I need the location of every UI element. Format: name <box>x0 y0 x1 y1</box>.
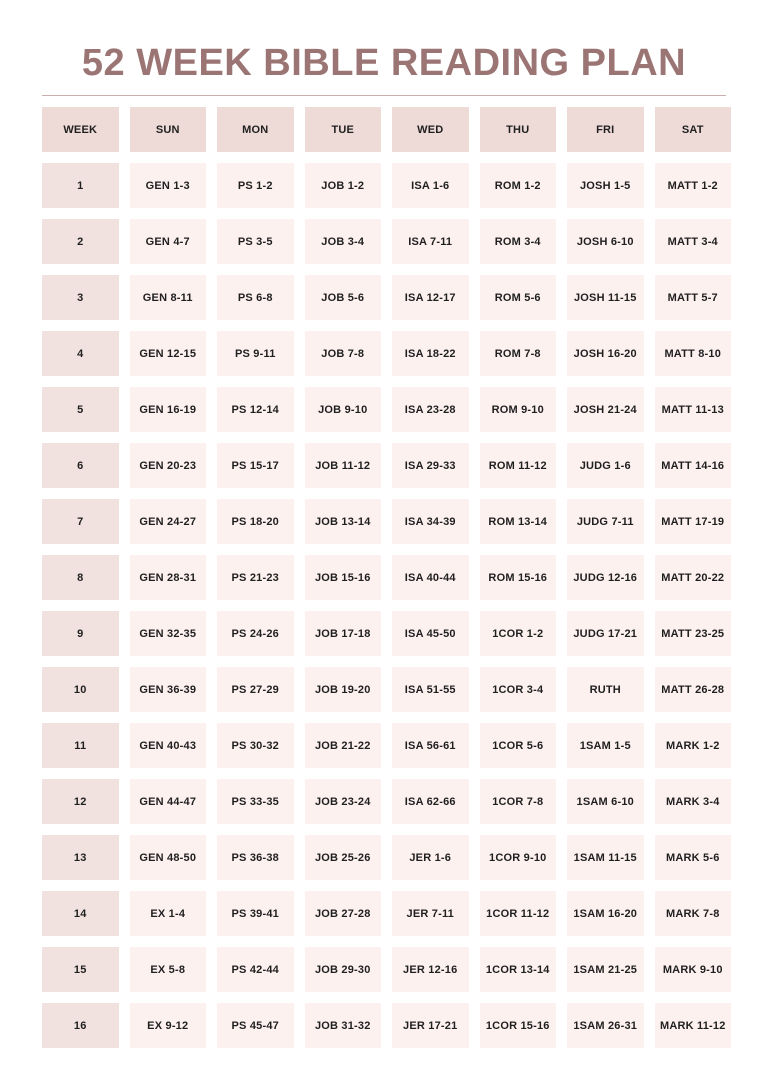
week-number-cell: 6 <box>42 443 119 488</box>
reading-cell: JOB 11-12 <box>305 443 382 488</box>
header-mon: MON <box>217 107 294 152</box>
table-row <box>42 947 726 992</box>
week-number-cell: 4 <box>42 331 119 376</box>
reading-cell: JUDG 17-21 <box>567 611 644 656</box>
table-row <box>42 723 726 768</box>
header-wed: WED <box>392 107 469 152</box>
reading-cell: PS 3-5 <box>217 219 294 264</box>
reading-cell: GEN 44-47 <box>130 779 207 824</box>
reading-cell: EX 9-12 <box>130 1003 207 1048</box>
reading-cell: GEN 24-27 <box>130 499 207 544</box>
table-row <box>42 555 726 600</box>
week-number-cell: 8 <box>42 555 119 600</box>
reading-cell: JOSH 11-15 <box>567 275 644 320</box>
reading-cell: JOSH 6-10 <box>567 219 644 264</box>
reading-cell: MARK 11-12 <box>655 1003 732 1048</box>
reading-cell: ROM 7-8 <box>480 331 557 376</box>
reading-cell: ISA 40-44 <box>392 555 469 600</box>
reading-cell: PS 15-17 <box>217 443 294 488</box>
week-number-cell: 10 <box>42 667 119 712</box>
reading-cell: MATT 8-10 <box>655 331 732 376</box>
reading-cell: 1COR 11-12 <box>480 891 557 936</box>
reading-cell: 1SAM 11-15 <box>567 835 644 880</box>
header-tue: TUE <box>305 107 382 152</box>
reading-cell: MATT 26-28 <box>655 667 732 712</box>
week-number-cell: 16 <box>42 1003 119 1048</box>
reading-cell: PS 18-20 <box>217 499 294 544</box>
table-row <box>42 891 726 936</box>
reading-cell: GEN 1-3 <box>130 163 207 208</box>
reading-cell: ROM 9-10 <box>480 387 557 432</box>
table-row <box>42 331 726 376</box>
reading-cell: ISA 18-22 <box>392 331 469 376</box>
reading-cell: 1SAM 16-20 <box>567 891 644 936</box>
reading-cell: JOB 29-30 <box>305 947 382 992</box>
reading-cell: MATT 23-25 <box>655 611 732 656</box>
reading-cell: MATT 14-16 <box>655 443 732 488</box>
reading-cell: JOB 7-8 <box>305 331 382 376</box>
reading-cell: ROM 3-4 <box>480 219 557 264</box>
week-number-cell: 15 <box>42 947 119 992</box>
header-fri: FRI <box>567 107 644 152</box>
reading-cell: JER 12-16 <box>392 947 469 992</box>
reading-cell: MARK 5-6 <box>655 835 732 880</box>
reading-cell: PS 27-29 <box>217 667 294 712</box>
week-number-cell: 11 <box>42 723 119 768</box>
reading-cell: 1COR 7-8 <box>480 779 557 824</box>
reading-cell: 1COR 15-16 <box>480 1003 557 1048</box>
reading-cell: 1SAM 6-10 <box>567 779 644 824</box>
reading-cell: PS 39-41 <box>217 891 294 936</box>
reading-cell: 1COR 9-10 <box>480 835 557 880</box>
reading-cell: EX 5-8 <box>130 947 207 992</box>
reading-cell: ISA 62-66 <box>392 779 469 824</box>
reading-cell: JOB 21-22 <box>305 723 382 768</box>
reading-cell: JOB 15-16 <box>305 555 382 600</box>
reading-cell: ROM 11-12 <box>480 443 557 488</box>
reading-cell: GEN 48-50 <box>130 835 207 880</box>
reading-cell: MARK 9-10 <box>655 947 732 992</box>
reading-cell: JOB 5-6 <box>305 275 382 320</box>
reading-cell: JUDG 12-16 <box>567 555 644 600</box>
reading-cell: JOB 31-32 <box>305 1003 382 1048</box>
reading-cell: PS 9-11 <box>217 331 294 376</box>
reading-cell: PS 21-23 <box>217 555 294 600</box>
table-row <box>42 443 726 488</box>
reading-cell: PS 42-44 <box>217 947 294 992</box>
reading-cell: JER 7-11 <box>392 891 469 936</box>
reading-cell: JOB 25-26 <box>305 835 382 880</box>
reading-cell: MARK 1-2 <box>655 723 732 768</box>
reading-cell: PS 33-35 <box>217 779 294 824</box>
reading-cell: EX 1-4 <box>130 891 207 936</box>
reading-cell: ISA 45-50 <box>392 611 469 656</box>
title-divider <box>42 95 726 96</box>
reading-cell: ISA 56-61 <box>392 723 469 768</box>
reading-cell: ISA 23-28 <box>392 387 469 432</box>
reading-cell: JER 1-6 <box>392 835 469 880</box>
reading-cell: JOSH 16-20 <box>567 331 644 376</box>
reading-cell: MATT 11-13 <box>655 387 732 432</box>
reading-cell: PS 30-32 <box>217 723 294 768</box>
header-sun: SUN <box>130 107 207 152</box>
reading-cell: MARK 7-8 <box>655 891 732 936</box>
reading-cell: JER 17-21 <box>392 1003 469 1048</box>
reading-cell: GEN 20-23 <box>130 443 207 488</box>
reading-cell: PS 12-14 <box>217 387 294 432</box>
reading-cell: ROM 13-14 <box>480 499 557 544</box>
reading-cell: RUTH <box>567 667 644 712</box>
week-number-cell: 9 <box>42 611 119 656</box>
week-number-cell: 13 <box>42 835 119 880</box>
table-header-row <box>42 107 726 152</box>
reading-plan-table <box>42 107 726 1048</box>
reading-cell: GEN 8-11 <box>130 275 207 320</box>
reading-cell: 1COR 3-4 <box>480 667 557 712</box>
reading-cell: GEN 4-7 <box>130 219 207 264</box>
table-row <box>42 667 726 712</box>
reading-cell: JUDG 1-6 <box>567 443 644 488</box>
reading-cell: 1COR 1-2 <box>480 611 557 656</box>
reading-cell: 1SAM 1-5 <box>567 723 644 768</box>
reading-cell: JOB 3-4 <box>305 219 382 264</box>
reading-cell: PS 36-38 <box>217 835 294 880</box>
table-row <box>42 611 726 656</box>
reading-cell: MATT 17-19 <box>655 499 732 544</box>
table-row <box>42 835 726 880</box>
table-row <box>42 219 726 264</box>
week-number-cell: 5 <box>42 387 119 432</box>
reading-cell: MATT 5-7 <box>655 275 732 320</box>
reading-cell: GEN 16-19 <box>130 387 207 432</box>
reading-cell: PS 1-2 <box>217 163 294 208</box>
reading-cell: ROM 1-2 <box>480 163 557 208</box>
reading-cell: JUDG 7-11 <box>567 499 644 544</box>
reading-cell: JOB 27-28 <box>305 891 382 936</box>
reading-cell: ISA 1-6 <box>392 163 469 208</box>
reading-cell: PS 6-8 <box>217 275 294 320</box>
table-row <box>42 779 726 824</box>
reading-cell: JOSH 1-5 <box>567 163 644 208</box>
reading-cell: GEN 36-39 <box>130 667 207 712</box>
reading-cell: GEN 12-15 <box>130 331 207 376</box>
reading-cell: JOB 13-14 <box>305 499 382 544</box>
reading-cell: ROM 15-16 <box>480 555 557 600</box>
week-number-cell: 7 <box>42 499 119 544</box>
week-number-cell: 2 <box>42 219 119 264</box>
table-row <box>42 499 726 544</box>
reading-cell: MATT 3-4 <box>655 219 732 264</box>
reading-cell: MATT 1-2 <box>655 163 732 208</box>
reading-cell: 1SAM 21-25 <box>567 947 644 992</box>
reading-cell: JOB 1-2 <box>305 163 382 208</box>
header-week: WEEK <box>42 107 119 152</box>
reading-cell: ISA 34-39 <box>392 499 469 544</box>
week-number-cell: 14 <box>42 891 119 936</box>
table-row <box>42 387 726 432</box>
reading-cell: MARK 3-4 <box>655 779 732 824</box>
reading-cell: JOB 23-24 <box>305 779 382 824</box>
reading-cell: JOB 17-18 <box>305 611 382 656</box>
reading-cell: 1SAM 26-31 <box>567 1003 644 1048</box>
reading-cell: GEN 32-35 <box>130 611 207 656</box>
reading-cell: 1COR 13-14 <box>480 947 557 992</box>
table-row <box>42 163 726 208</box>
reading-cell: ISA 12-17 <box>392 275 469 320</box>
table-row <box>42 1003 726 1048</box>
week-number-cell: 12 <box>42 779 119 824</box>
reading-cell: PS 45-47 <box>217 1003 294 1048</box>
reading-cell: ROM 5-6 <box>480 275 557 320</box>
reading-cell: 1COR 5-6 <box>480 723 557 768</box>
reading-cell: JOSH 21-24 <box>567 387 644 432</box>
week-number-cell: 1 <box>42 163 119 208</box>
reading-cell: GEN 40-43 <box>130 723 207 768</box>
reading-cell: MATT 20-22 <box>655 555 732 600</box>
reading-cell: ISA 51-55 <box>392 667 469 712</box>
reading-cell: GEN 28-31 <box>130 555 207 600</box>
reading-cell: ISA 29-33 <box>392 443 469 488</box>
header-sat: SAT <box>655 107 732 152</box>
reading-cell: ISA 7-11 <box>392 219 469 264</box>
reading-cell: PS 24-26 <box>217 611 294 656</box>
table-row <box>42 275 726 320</box>
reading-cell: JOB 19-20 <box>305 667 382 712</box>
header-thu: THU <box>480 107 557 152</box>
reading-cell: JOB 9-10 <box>305 387 382 432</box>
page-title: 52 WEEK BIBLE READING PLAN <box>81 42 687 84</box>
week-number-cell: 3 <box>42 275 119 320</box>
